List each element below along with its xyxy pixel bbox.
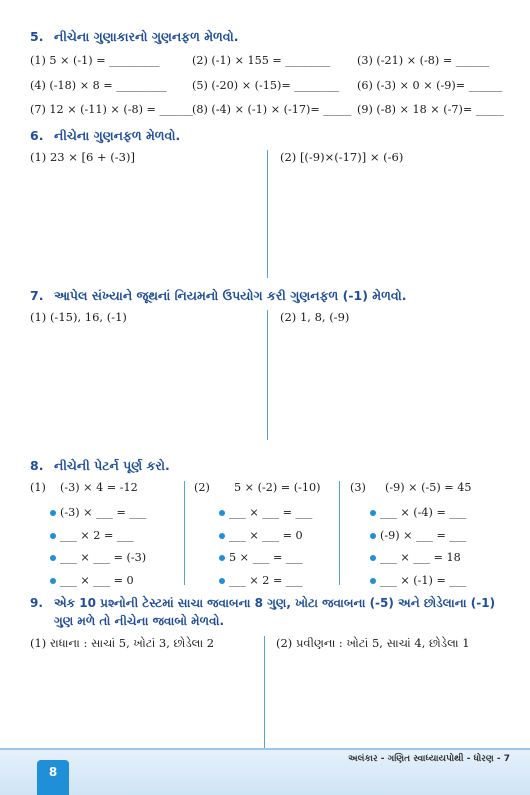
q5-heading — [30, 29, 238, 45]
q8-col1-item-4: ___ × ___ = 0 — [50, 574, 134, 587]
q9-title-line-2: ગુણ મળે તો નીચેના જવાબો મેળવો. — [54, 614, 225, 628]
q8-col3-item-2: (-9) × ___ = ___ — [370, 529, 466, 542]
q5-item-4: (4) (-18) × 8 = _________ — [30, 79, 167, 92]
bullet-icon — [219, 533, 225, 539]
q8-divider-2 — [339, 481, 340, 585]
q5-item-2: (2) (-1) × 155 = ________ — [192, 54, 331, 67]
q8-number: 8. — [30, 458, 44, 473]
bullet-icon — [50, 533, 56, 539]
q7-part-2: (2) 1, 8, (-9) — [280, 310, 350, 324]
footer-line — [0, 748, 530, 750]
q8-col2-label: (2) — [194, 481, 210, 494]
q8-col2-item-2: ___ × ___ = 0 — [219, 529, 303, 542]
bullet-icon — [219, 510, 225, 516]
q7-number: 7. — [30, 288, 44, 303]
q5-item-3: (3) (-21) × (-8) = ______ — [357, 54, 490, 67]
page-number: 8 — [37, 760, 69, 795]
bullet-icon — [370, 578, 376, 584]
q5-number: 5. — [30, 29, 44, 44]
q8-col1-item-1: (-3) × ___ = ___ — [50, 506, 146, 519]
q5-item-5: (5) (-20) × (-15)= ________ — [192, 79, 340, 92]
q8-col3-item-4: ___ × (-1) = ___ — [370, 574, 466, 587]
q6-part-1: (1) 23 × [6 + (-3)] — [30, 150, 135, 164]
q8-col3-item-3: ___ × ___ = 18 — [370, 551, 461, 564]
q5-item-7: (7) 12 × (-11) × (-8) = ______ — [30, 103, 194, 116]
q5-item-9: (9) (-8) × 18 × (-7)= _____ — [357, 103, 504, 116]
q6-divider — [267, 150, 268, 278]
q7-heading — [30, 288, 407, 304]
q8-col2-item-4: ___ × 2 = ___ — [219, 574, 303, 587]
q8-col2-item-1: ___ × ___ = ___ — [219, 506, 312, 519]
q6-number: 6. — [30, 128, 44, 143]
bullet-icon — [50, 555, 56, 561]
q8-col2-head: 5 × (-2) = (-10) — [234, 481, 321, 494]
q8-col1-label: (1) — [30, 481, 46, 494]
q5-item-6: (6) (-3) × 0 × (-9)= ______ — [357, 79, 503, 92]
q8-heading — [30, 458, 170, 474]
bullet-icon — [219, 578, 225, 584]
q6-title: નીચેના ગુણનફળ મેળવો. — [54, 128, 181, 143]
q8-col1-item-3: ___ × ___ = (-3) — [50, 551, 146, 564]
bullet-icon — [50, 578, 56, 584]
q8-col3-item-1: ___ × (-4) = ___ — [370, 506, 466, 519]
q8-divider-1 — [184, 481, 185, 585]
bullet-icon — [219, 555, 225, 561]
q9-number: 9. — [30, 596, 43, 610]
q9-heading — [30, 596, 495, 611]
bullet-icon — [370, 510, 376, 516]
q5-title: નીચેના ગુણાકારનો ગુણનફળ મેળવો. — [54, 29, 239, 44]
q6-heading — [30, 128, 180, 144]
q8-col3-label: (3) — [350, 481, 366, 494]
footer-book-title: અલંકાર - ગણિત સ્વાધ્યાયપોથી - ધોરણ - 7 — [348, 754, 510, 764]
bullet-icon — [370, 533, 376, 539]
q8-col2-item-3: 5 × ___ = ___ — [219, 551, 303, 564]
q9-part-1: (1) રાધાના : સાચાં 5, ખોટાં 3, છોડેલા 2 — [30, 636, 215, 650]
q5-item-8: (8) (-4) × (-1) × (-17)= _____ — [192, 103, 352, 116]
q9-divider — [264, 636, 265, 752]
q8-col3-head: (-9) × (-5) = 45 — [385, 481, 472, 494]
bullet-icon — [50, 510, 56, 516]
q5-item-1: (1) 5 × (-1) = _________ — [30, 54, 160, 67]
q7-part-1: (1) (-15), 16, (-1) — [30, 310, 127, 324]
bullet-icon — [370, 555, 376, 561]
q8-title: નીચેની પેટર્ન પૂર્ણ કરો. — [54, 458, 170, 473]
q8-col1-head: (-3) × 4 = -12 — [60, 481, 138, 494]
q6-part-2: (2) [(-9)×(-17)] × (-6) — [280, 150, 404, 164]
q9-title-line-1: એક 10 પ્રશ્નોની ટેસ્ટમાં સાચા જવાબના 8 ગુણ, ખોટા જવાબના (-5) અને છોડેલાના (-1) — [54, 596, 496, 610]
q7-title: આપેલ સંખ્યાને જૂથનાં નિયમનો ઉપયોગ કરી ગુણનફળ (-1) મેળવો. — [54, 288, 407, 303]
q8-col1-item-2: ___ × 2 = ___ — [50, 529, 134, 542]
q9-part-2: (2) પ્રવીણના : ખોટાં 5, સાચાં 4, છોડેલા 1 — [276, 636, 470, 650]
q7-divider — [267, 310, 268, 440]
